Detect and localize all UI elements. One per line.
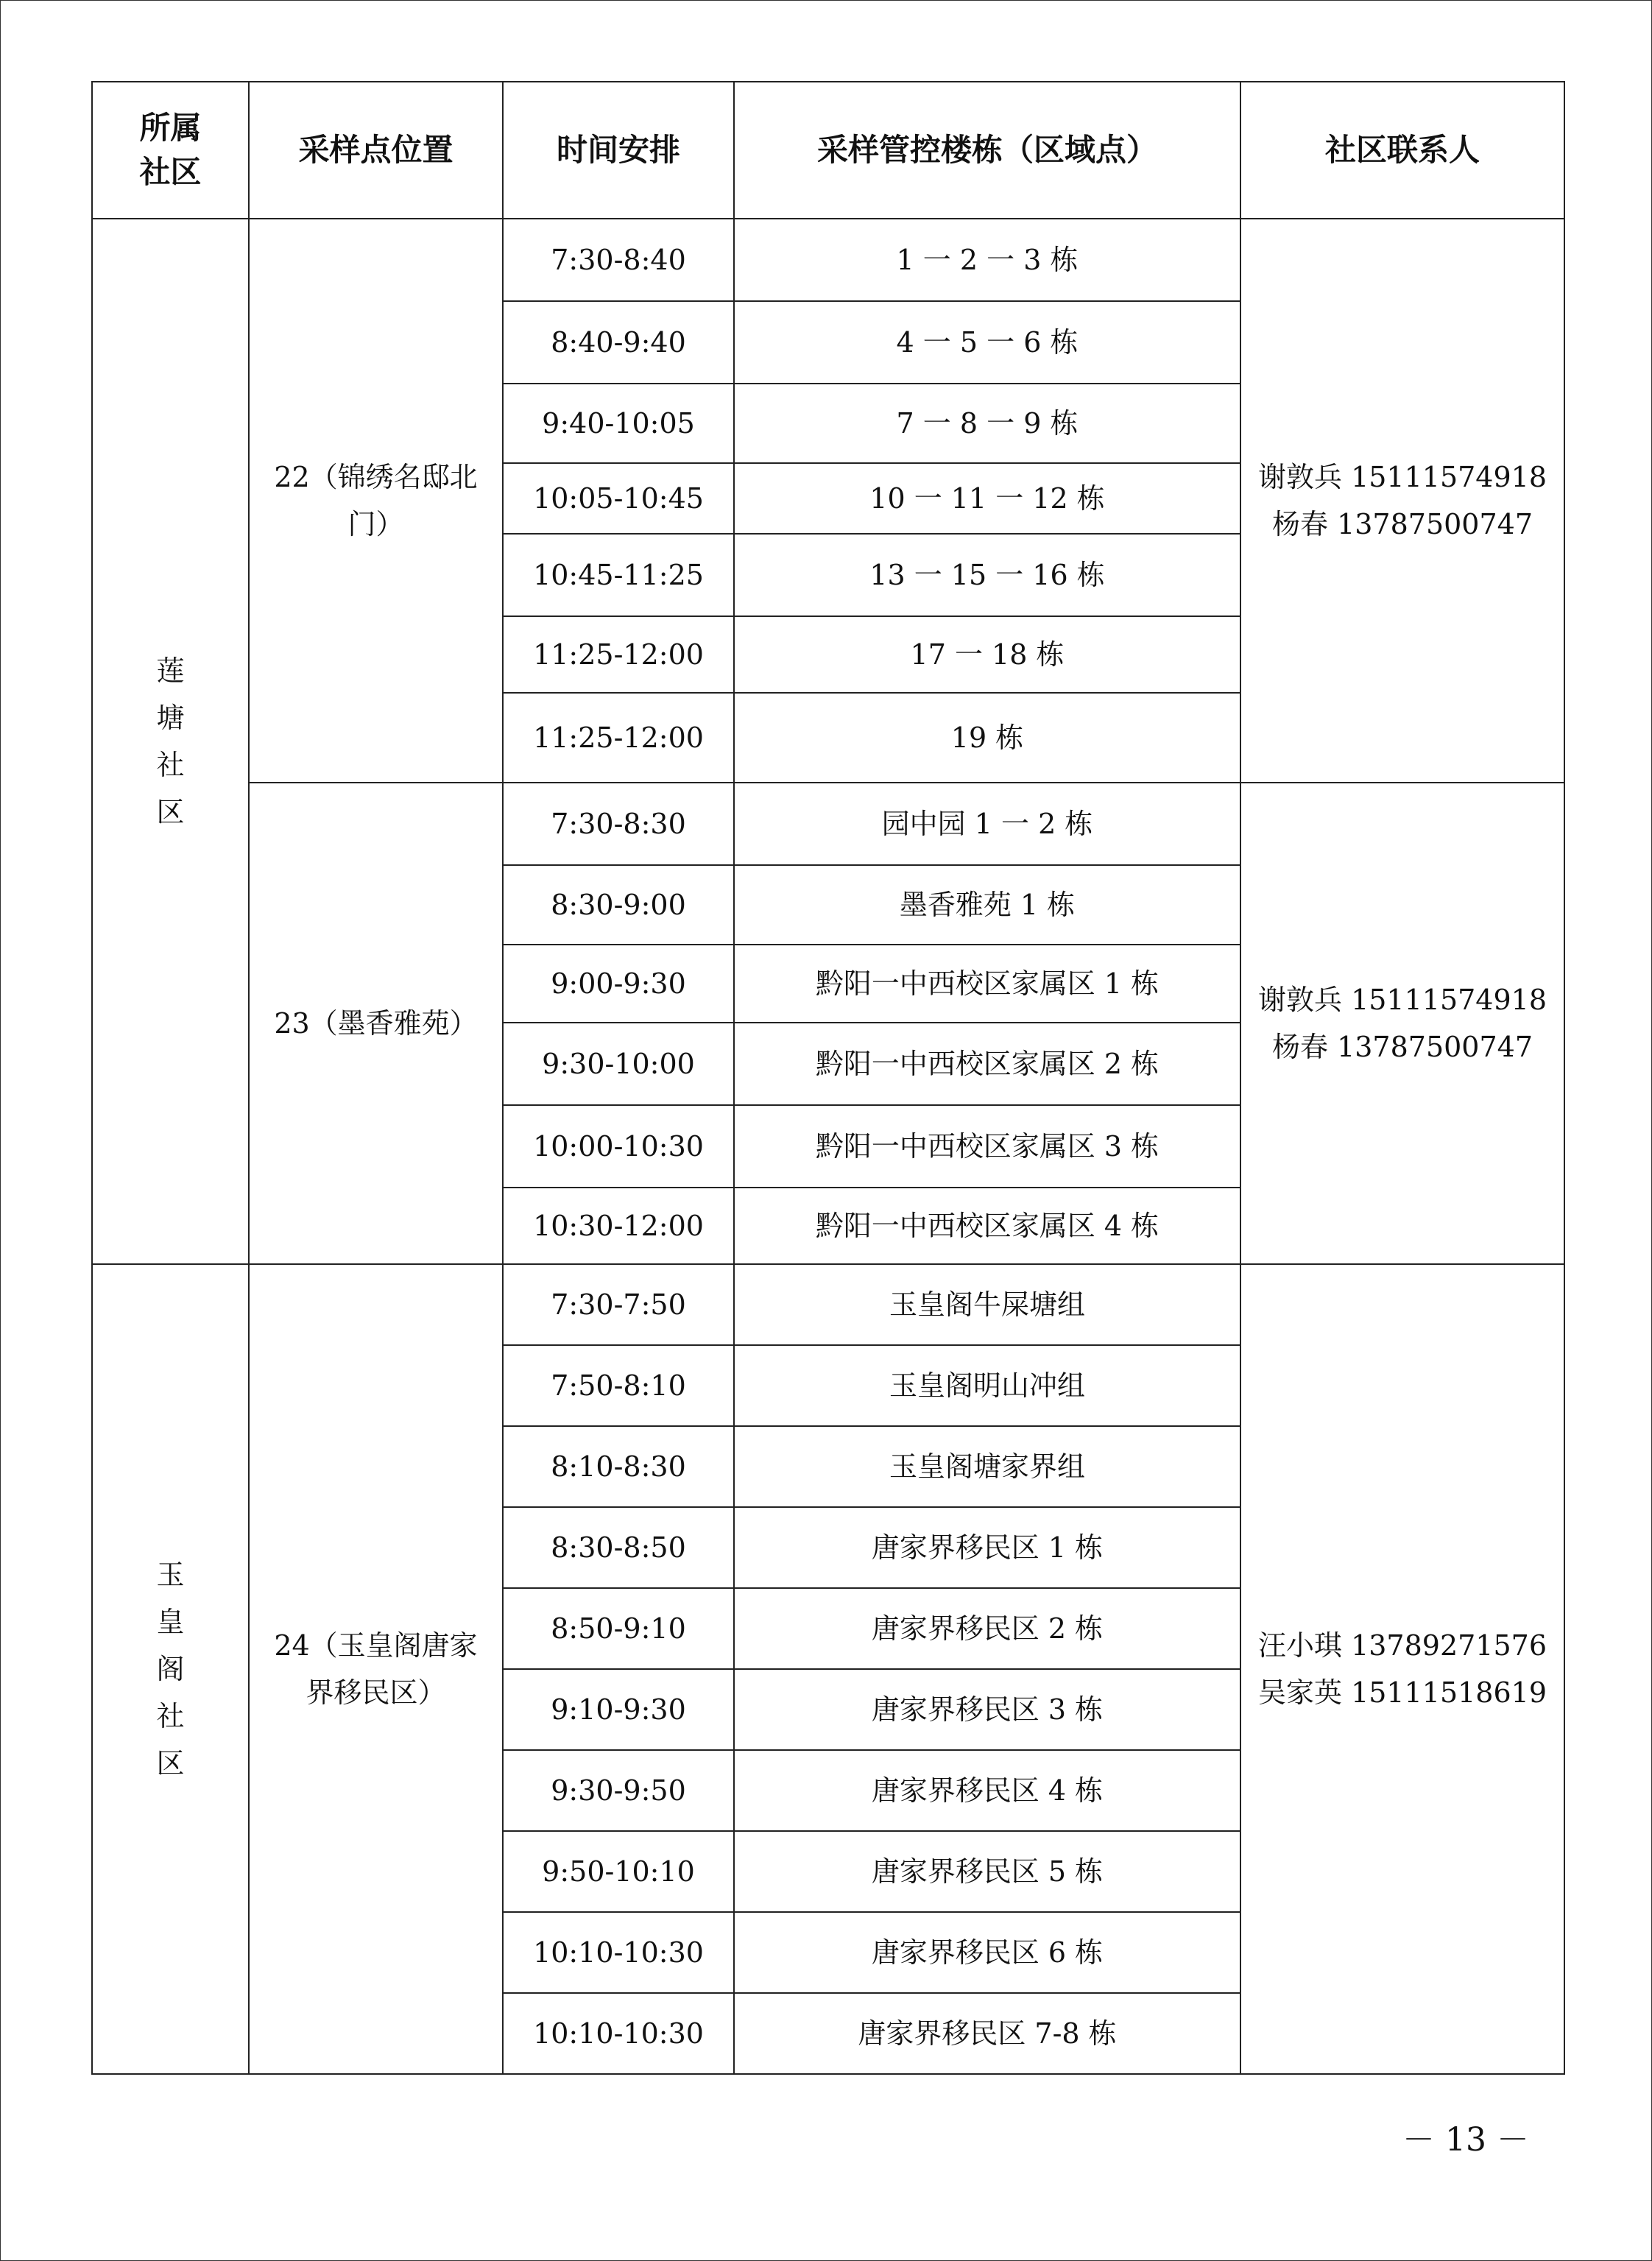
time-cell: 11:25-12:00 bbox=[503, 616, 734, 693]
time-cell: 8:30-9:00 bbox=[503, 865, 734, 945]
time-cell: 7:30-8:40 bbox=[503, 219, 734, 301]
community-char: 阁 bbox=[156, 1653, 185, 1685]
community-char: 皇 bbox=[156, 1606, 185, 1638]
buildings-cell: 唐家界移民区 1 栋 bbox=[734, 1507, 1240, 1588]
buildings-cell: 玉皇阁明山冲组 bbox=[734, 1345, 1240, 1426]
time-cell: 7:30-7:50 bbox=[503, 1264, 734, 1345]
contact-line: 汪小琪 13789271576 bbox=[1257, 1629, 1547, 1662]
contact-line: 吴家英 15111518619 bbox=[1257, 1676, 1547, 1709]
buildings-cell: 唐家界移民区 3 栋 bbox=[734, 1669, 1240, 1750]
time-cell: 9:10-9:30 bbox=[503, 1669, 734, 1750]
header-contact: 社区联系人 bbox=[1240, 82, 1564, 219]
contact-line: 谢敦兵 15111574918 bbox=[1257, 984, 1547, 1016]
buildings-cell: 墨香雅苑 1 栋 bbox=[734, 865, 1240, 945]
contact-cell bbox=[1240, 783, 1564, 1264]
buildings-cell: 4 一 5 一 6 栋 bbox=[734, 301, 1240, 384]
header-community-line2: 社区 bbox=[139, 154, 202, 190]
sampling-schedule-table bbox=[91, 81, 1565, 2075]
time-cell: 11:25-12:00 bbox=[503, 693, 734, 783]
buildings-cell: 唐家界移民区 4 栋 bbox=[734, 1750, 1240, 1831]
location-cell: 23（墨香雅苑） bbox=[249, 783, 503, 1264]
header-time: 时间安排 bbox=[503, 82, 734, 219]
time-cell: 9:00-9:30 bbox=[503, 945, 734, 1023]
time-cell: 9:50-10:10 bbox=[503, 1831, 734, 1912]
community-char: 社 bbox=[156, 749, 185, 781]
community-cell bbox=[92, 219, 249, 1264]
time-cell: 8:30-8:50 bbox=[503, 1507, 734, 1588]
contact-line: 杨春 13787500747 bbox=[1271, 508, 1533, 540]
header-location: 采样点位置 bbox=[249, 82, 503, 219]
header-row bbox=[92, 82, 1564, 219]
table-row bbox=[92, 219, 1564, 301]
location-cell: 22（锦绣名邸北门） bbox=[249, 219, 503, 783]
community-char: 社 bbox=[156, 1700, 185, 1732]
table-row bbox=[92, 783, 1564, 865]
buildings-cell: 黔阳一中西校区家属区 1 栋 bbox=[734, 945, 1240, 1023]
buildings-cell: 10 一 11 一 12 栋 bbox=[734, 463, 1240, 534]
contact-line: 谢敦兵 15111574918 bbox=[1257, 461, 1547, 493]
time-cell: 7:50-8:10 bbox=[503, 1345, 734, 1426]
header-buildings: 采样管控楼栋（区域点） bbox=[734, 82, 1240, 219]
time-cell: 10:10-10:30 bbox=[503, 1993, 734, 2074]
location-cell: 24（玉皇阁唐家界移民区） bbox=[249, 1264, 503, 2074]
community-char: 莲 bbox=[156, 655, 185, 687]
time-cell: 10:10-10:30 bbox=[503, 1912, 734, 1993]
time-cell: 8:10-8:30 bbox=[503, 1426, 734, 1507]
buildings-cell: 17 一 18 栋 bbox=[734, 616, 1240, 693]
contact-cell bbox=[1240, 1264, 1564, 2074]
time-cell: 10:00-10:30 bbox=[503, 1105, 734, 1188]
header-community-line1: 所属 bbox=[139, 110, 202, 146]
community-char: 区 bbox=[156, 796, 185, 828]
buildings-cell: 1 一 2 一 3 栋 bbox=[734, 219, 1240, 301]
time-cell: 8:50-9:10 bbox=[503, 1588, 734, 1669]
buildings-cell: 玉皇阁塘家界组 bbox=[734, 1426, 1240, 1507]
table-body bbox=[92, 219, 1564, 2074]
time-cell: 8:40-9:40 bbox=[503, 301, 734, 384]
buildings-cell: 唐家界移民区 6 栋 bbox=[734, 1912, 1240, 1993]
time-cell: 10:30-12:00 bbox=[503, 1188, 734, 1264]
buildings-cell: 唐家界移民区 5 栋 bbox=[734, 1831, 1240, 1912]
buildings-cell: 13 一 15 一 16 栋 bbox=[734, 534, 1240, 616]
buildings-cell: 19 栋 bbox=[734, 693, 1240, 783]
buildings-cell: 7 一 8 一 9 栋 bbox=[734, 384, 1240, 463]
buildings-cell: 黔阳一中西校区家属区 2 栋 bbox=[734, 1023, 1240, 1105]
community-char: 塘 bbox=[156, 702, 185, 734]
buildings-cell: 黔阳一中西校区家属区 4 栋 bbox=[734, 1188, 1240, 1264]
time-cell: 9:40-10:05 bbox=[503, 384, 734, 463]
header-community bbox=[92, 82, 249, 219]
buildings-cell: 园中园 1 一 2 栋 bbox=[734, 783, 1240, 865]
time-cell: 9:30-10:00 bbox=[503, 1023, 734, 1105]
community-char: 玉 bbox=[156, 1559, 185, 1591]
table-row bbox=[92, 1264, 1564, 1345]
buildings-cell: 唐家界移民区 2 栋 bbox=[734, 1588, 1240, 1669]
buildings-cell: 黔阳一中西校区家属区 3 栋 bbox=[734, 1105, 1240, 1188]
time-cell: 7:30-8:30 bbox=[503, 783, 734, 865]
community-char: 区 bbox=[156, 1747, 185, 1779]
time-cell: 10:05-10:45 bbox=[503, 463, 734, 534]
buildings-cell: 玉皇阁牛屎塘组 bbox=[734, 1264, 1240, 1345]
page-number: － 13 － bbox=[1402, 2121, 1529, 2159]
buildings-cell: 唐家界移民区 7-8 栋 bbox=[734, 1993, 1240, 2074]
contact-line: 杨春 13787500747 bbox=[1271, 1031, 1533, 1063]
time-cell: 10:45-11:25 bbox=[503, 534, 734, 616]
contact-cell bbox=[1240, 219, 1564, 783]
time-cell: 9:30-9:50 bbox=[503, 1750, 734, 1831]
community-cell bbox=[92, 1264, 249, 2074]
